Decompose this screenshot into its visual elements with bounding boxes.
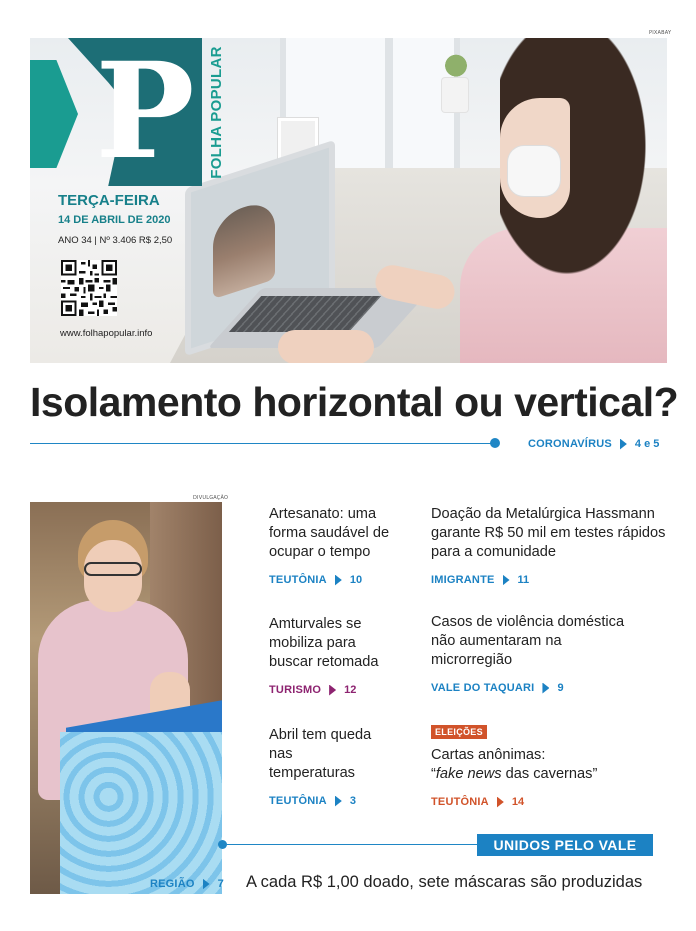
- title-quote-open: “: [431, 766, 436, 782]
- campaign-banner[interactable]: UNIDOS PELO VALE: [477, 834, 653, 856]
- page-number: 7: [217, 878, 224, 890]
- article-amturvales[interactable]: [269, 615, 399, 696]
- article-section-ref[interactable]: [431, 682, 641, 694]
- logo-letter: P: [95, 34, 195, 189]
- website-link[interactable]: www.folhapopular.info: [60, 328, 153, 339]
- arrow-right-icon: [203, 879, 210, 890]
- title-prefix: Cartas anônimas:: [431, 747, 546, 763]
- glasses: [84, 562, 142, 576]
- article-doacao[interactable]: [431, 505, 671, 586]
- article-section-ref[interactable]: [431, 574, 671, 586]
- article-artesanato[interactable]: [269, 505, 409, 586]
- issue-info: ANO 34 | Nº 3.406 R$ 2,50: [58, 235, 173, 246]
- article-title: Doação da Metalúrgica Hassmann garante R$ 50 mil em testes rápidos para a comunidade: [431, 506, 666, 560]
- page-number: 14: [511, 796, 525, 808]
- newspaper-name: FOLHA POPULAR: [207, 45, 225, 179]
- photo-credit: DIVULGAÇÃO: [193, 495, 229, 501]
- footer-section-ref[interactable]: [150, 878, 224, 890]
- arrow-right-icon: [503, 575, 510, 586]
- date-block: [58, 192, 238, 246]
- article-cartas[interactable]: [431, 722, 661, 808]
- issue-date: 14 DE ABRIL DE 2020: [58, 214, 171, 226]
- section-label: VALE DO TAQUARI: [431, 682, 535, 694]
- section-label: REGIÃO: [150, 878, 195, 890]
- page-number: 11: [517, 574, 530, 586]
- face-mask: [508, 146, 560, 196]
- window-frame: [385, 38, 393, 168]
- title-suffix: das cavernas”: [501, 766, 598, 782]
- woman-face: [84, 540, 142, 612]
- arrow-right-icon: [335, 575, 342, 586]
- elections-tag: ELEIÇÕES: [431, 725, 487, 739]
- section-label: IMIGRANTE: [431, 574, 495, 586]
- footer-headline[interactable]: A cada R$ 1,00 doado, sete máscaras são produzidas: [246, 873, 643, 891]
- artisan-photo: [30, 502, 222, 894]
- title-italic: fake news: [435, 766, 502, 782]
- masks-pile: [60, 732, 222, 894]
- article-section-ref[interactable]: [269, 684, 399, 696]
- section-label: TEUTÔNIA: [269, 795, 327, 807]
- plant-pot: [442, 78, 468, 112]
- divider-dot: [490, 438, 500, 448]
- hand: [278, 330, 374, 363]
- section-label: CORONAVÍRUS: [528, 438, 612, 450]
- article-title: Abril tem queda nas temperaturas: [269, 727, 372, 781]
- page-number: 10: [349, 574, 363, 586]
- article-title: Artesanato: uma forma saudável de ocupar o tempo: [269, 506, 390, 560]
- lead-headline[interactable]: Isolamento horizontal ou vertical?: [30, 379, 679, 425]
- divider-line: [227, 844, 477, 845]
- divider-dot: [218, 840, 227, 849]
- page-number: 9: [557, 682, 564, 694]
- article-section-ref[interactable]: [269, 574, 409, 586]
- qr-code-icon[interactable]: [61, 260, 117, 316]
- page-number: 12: [344, 684, 357, 696]
- article-title: Amturvales se mobiliza para buscar retomada: [269, 616, 379, 670]
- page-number: 3: [349, 795, 356, 807]
- article-title: [431, 746, 661, 784]
- divider-line: [30, 443, 492, 444]
- page-number: 4 e 5: [634, 438, 660, 450]
- article-section-ref[interactable]: [269, 795, 379, 807]
- article-section-ref[interactable]: [431, 796, 661, 808]
- logo-name: [205, 38, 227, 186]
- arrow-right-icon: [620, 439, 627, 450]
- arrow-right-icon: [497, 797, 504, 808]
- article-abril[interactable]: [269, 726, 379, 807]
- article-violencia[interactable]: [431, 613, 641, 694]
- arrow-right-icon: [335, 796, 342, 807]
- plant: [440, 44, 472, 80]
- section-label: TURISMO: [269, 684, 322, 696]
- article-title: Casos de violência doméstica não aumentaram na microrregião: [431, 614, 625, 668]
- arrow-right-icon: [542, 683, 549, 694]
- section-label: TEUTÔNIA: [269, 574, 327, 586]
- day-of-week: TERÇA-FEIRA: [58, 192, 160, 209]
- section-label: TEUTÔNIA: [431, 796, 489, 808]
- photo-credit: PIXABAY: [649, 30, 672, 36]
- arrow-right-icon: [329, 685, 336, 696]
- lead-section-ref[interactable]: [528, 438, 659, 450]
